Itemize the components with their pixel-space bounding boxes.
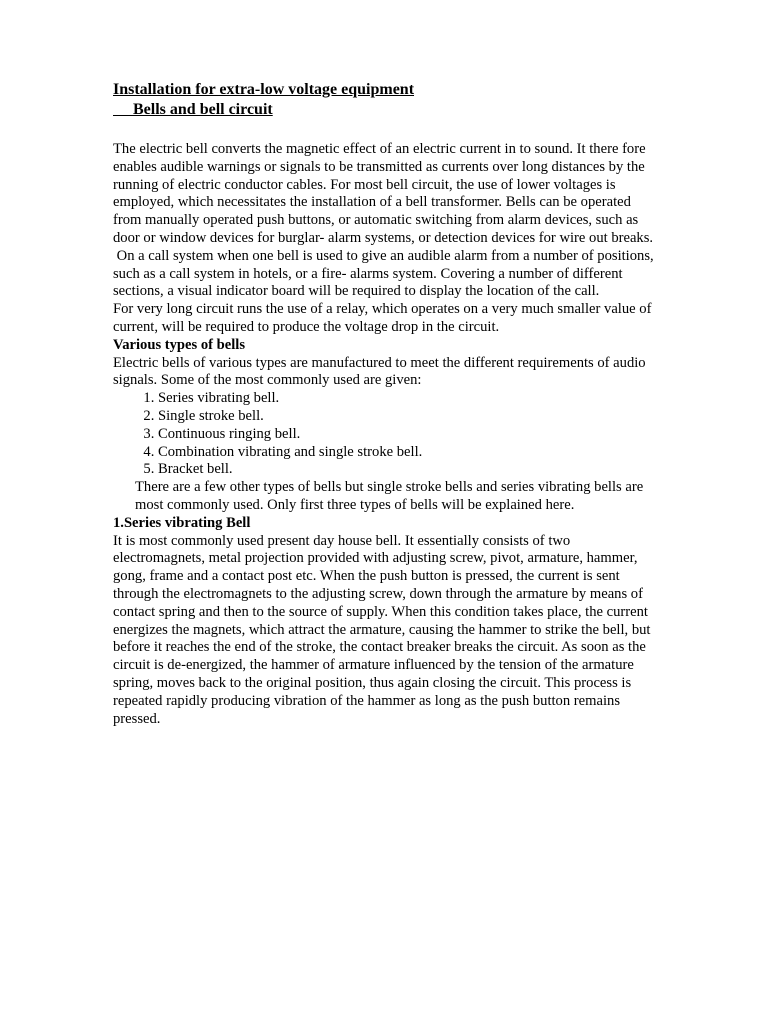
- list-item: 5. Bracket bell.: [158, 461, 656, 479]
- list-item: 2. Single stroke bell.: [158, 408, 656, 426]
- paragraph-relay: For very long circuit runs the use of a relay, which operates on a very much smaller value of current, will be required to produce the voltage drop in the circuit.: [113, 301, 652, 335]
- heading-types-of-bells: Various types of bells: [113, 336, 246, 353]
- list-item: 4. Combination vibrating and single stroke bell.: [158, 444, 656, 462]
- bell-types-list: [113, 390, 656, 479]
- document-subtitle: [113, 100, 656, 120]
- heading-series-vibrating-bell: 1.Series vibrating Bell: [113, 514, 251, 531]
- paragraph-intro: The electric bell converts the magnetic effect of an electric current in to sound. It there fore enables audible warnings or signals to be transmitted as currents over long distances by the running of electric conductor cables. For most bell circuit, the use of lower voltages is employed, which necessitates the installation of a bell transformer. Bells can be operated from manually operated push buttons, or automatic switching from alarm devices, such as door or window devices for burglar- alarm systems, or detection devices for wire out breaks.: [113, 141, 654, 246]
- paragraph-types-intro: Electric bells of various types are manufactured to meet the different requirements of audio signals. Some of the most commonly used are given:: [113, 354, 646, 389]
- paragraph-call-system: On a call system when one bell is used to give an audible alarm from a number of positions, such as a call system in hotels, or a fire- alarms system. Covering a number of different sections, a visual indicator board will be required to display the location of the call.: [113, 247, 658, 300]
- list-item: 1. Series vibrating bell.: [158, 390, 656, 408]
- paragraph-types-note: There are a few other types of bells but single stroke bells and series vibrating bells are most commonly used. Only first three types of bells will be explained here.: [135, 479, 644, 513]
- blank-line: [113, 120, 656, 141]
- document-page: [113, 80, 656, 728]
- paragraph-series-vibrating-bell: It is most commonly used present day house bell. It essentially consists of two electromagnets, metal projection provided with adjusting screw, pivot, armature, hammer, gong, frame and a contact post etc. When the push button is pressed, the current is sent through the electromagnets to the adjusting screw, down through the armature by means of contact spring and then to the source of supply. When this condition takes place, the current energizes the magnets, which attract the armature, causing the hammer to strike the bell, but before it reaches the end of the stroke, the contact breaker breaks the circuit. As soon as the circuit is de-energized, the hammer of armature influenced by the tension of the armature spring, moves back to the original position, thus again closing the circuit. This process is repeated rapidly producing vibration of the hammer as long as the push button remains pressed.: [113, 532, 651, 727]
- subtitle-indent: [113, 101, 133, 118]
- list-item: 3. Continuous ringing bell.: [158, 426, 656, 444]
- subtitle-text: Bells and bell circuit: [133, 101, 273, 118]
- document-title: Installation for extra-low voltage equipment: [113, 81, 415, 98]
